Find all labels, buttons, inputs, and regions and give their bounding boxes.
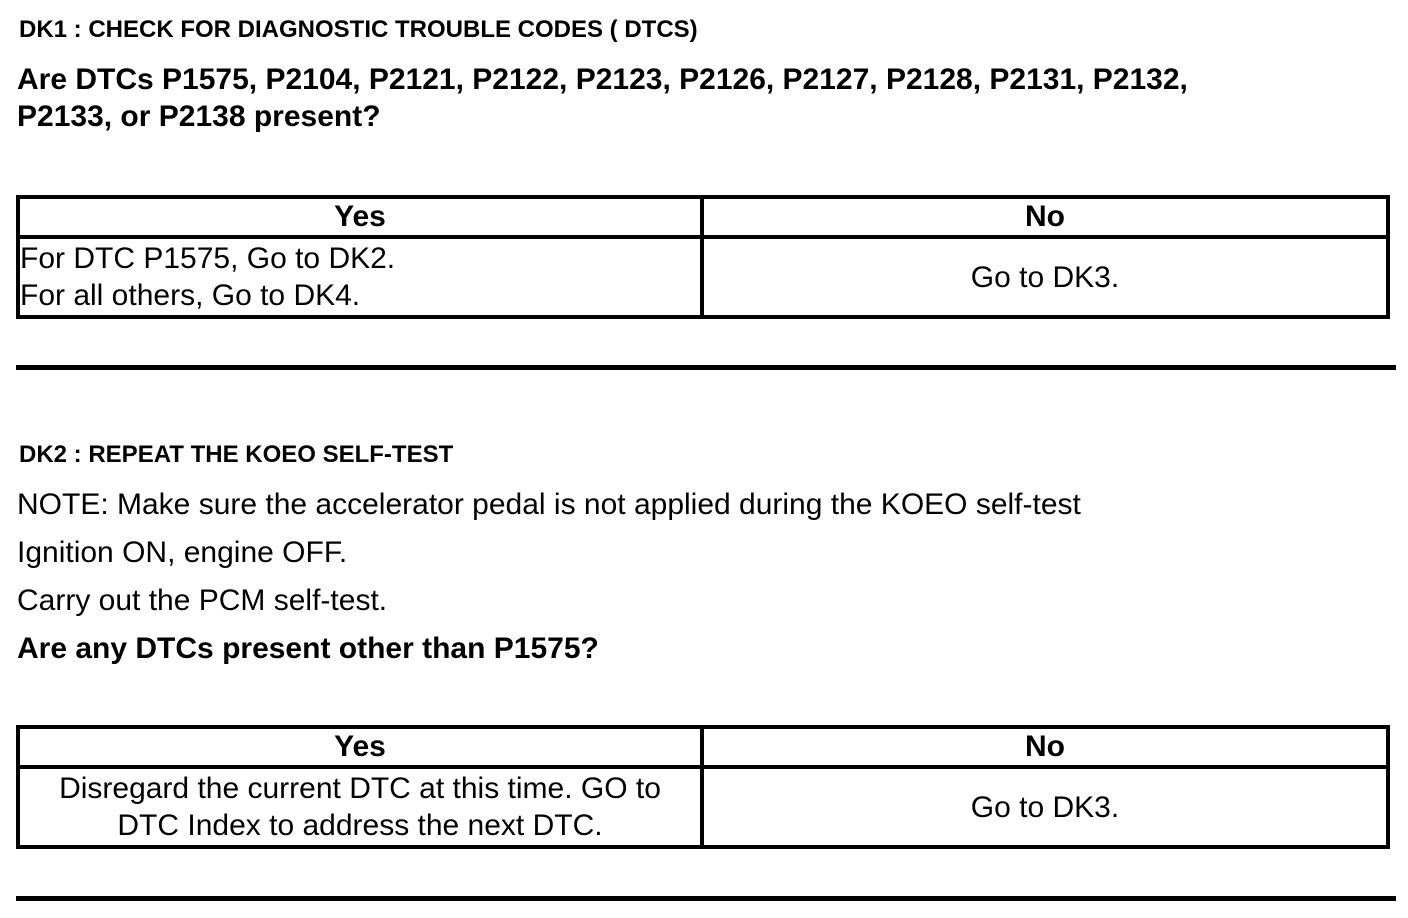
dk2-table-header-row	[18, 727, 1388, 767]
dk2-yes-no-table	[16, 725, 1390, 849]
dk2-note: NOTE: Make sure the accelerator pedal is not applied during the KOEO self-test	[17, 488, 1081, 521]
section-divider-1	[16, 365, 1396, 370]
dk2-no-cell: Go to DK3.	[702, 767, 1388, 847]
dk1-no-cell: Go to DK3.	[702, 237, 1388, 317]
dk2-table-body-row	[18, 767, 1388, 847]
dk1-yes-header: Yes	[18, 197, 702, 237]
dk2-step-title: DK2 : REPEAT THE KOEO SELF-TEST	[19, 441, 454, 468]
dk2-question: Are any DTCs present other than P1575?	[17, 632, 599, 665]
dk2-step-self-test: Carry out the PCM self-test.	[17, 584, 388, 617]
dk2-step-ignition: Ignition ON, engine OFF.	[17, 536, 348, 569]
dk2-yes-line-1: Disregard the current DTC at this time. GO to	[59, 772, 661, 805]
dk1-yes-line-1: For DTC P1575, Go to DK2.	[20, 242, 396, 275]
dk2-no-header: No	[702, 727, 1388, 767]
section-divider-2	[16, 896, 1396, 901]
dk1-table-header-row	[18, 197, 1388, 237]
dk1-question-line-1: Are DTCs P1575, P2104, P2121, P2122, P2123, P2126, P2127, P2128, P2131, P2132,	[17, 63, 1188, 96]
dk1-question-line-2: P2133, or P2138 present?	[17, 100, 381, 133]
dk1-step-title: DK1 : CHECK FOR DIAGNOSTIC TROUBLE CODES ( DTCS)	[19, 16, 698, 43]
dk2-yes-header: Yes	[18, 727, 702, 767]
dk1-yes-no-table	[16, 195, 1390, 319]
dk1-yes-cell	[18, 237, 702, 317]
dk1-no-header: No	[702, 197, 1388, 237]
dk2-yes-cell	[18, 767, 702, 847]
dk1-table-body-row	[18, 237, 1388, 317]
dk2-yes-line-2: DTC Index to address the next DTC.	[117, 809, 603, 842]
dk1-yes-line-2: For all others, Go to DK4.	[20, 279, 361, 312]
